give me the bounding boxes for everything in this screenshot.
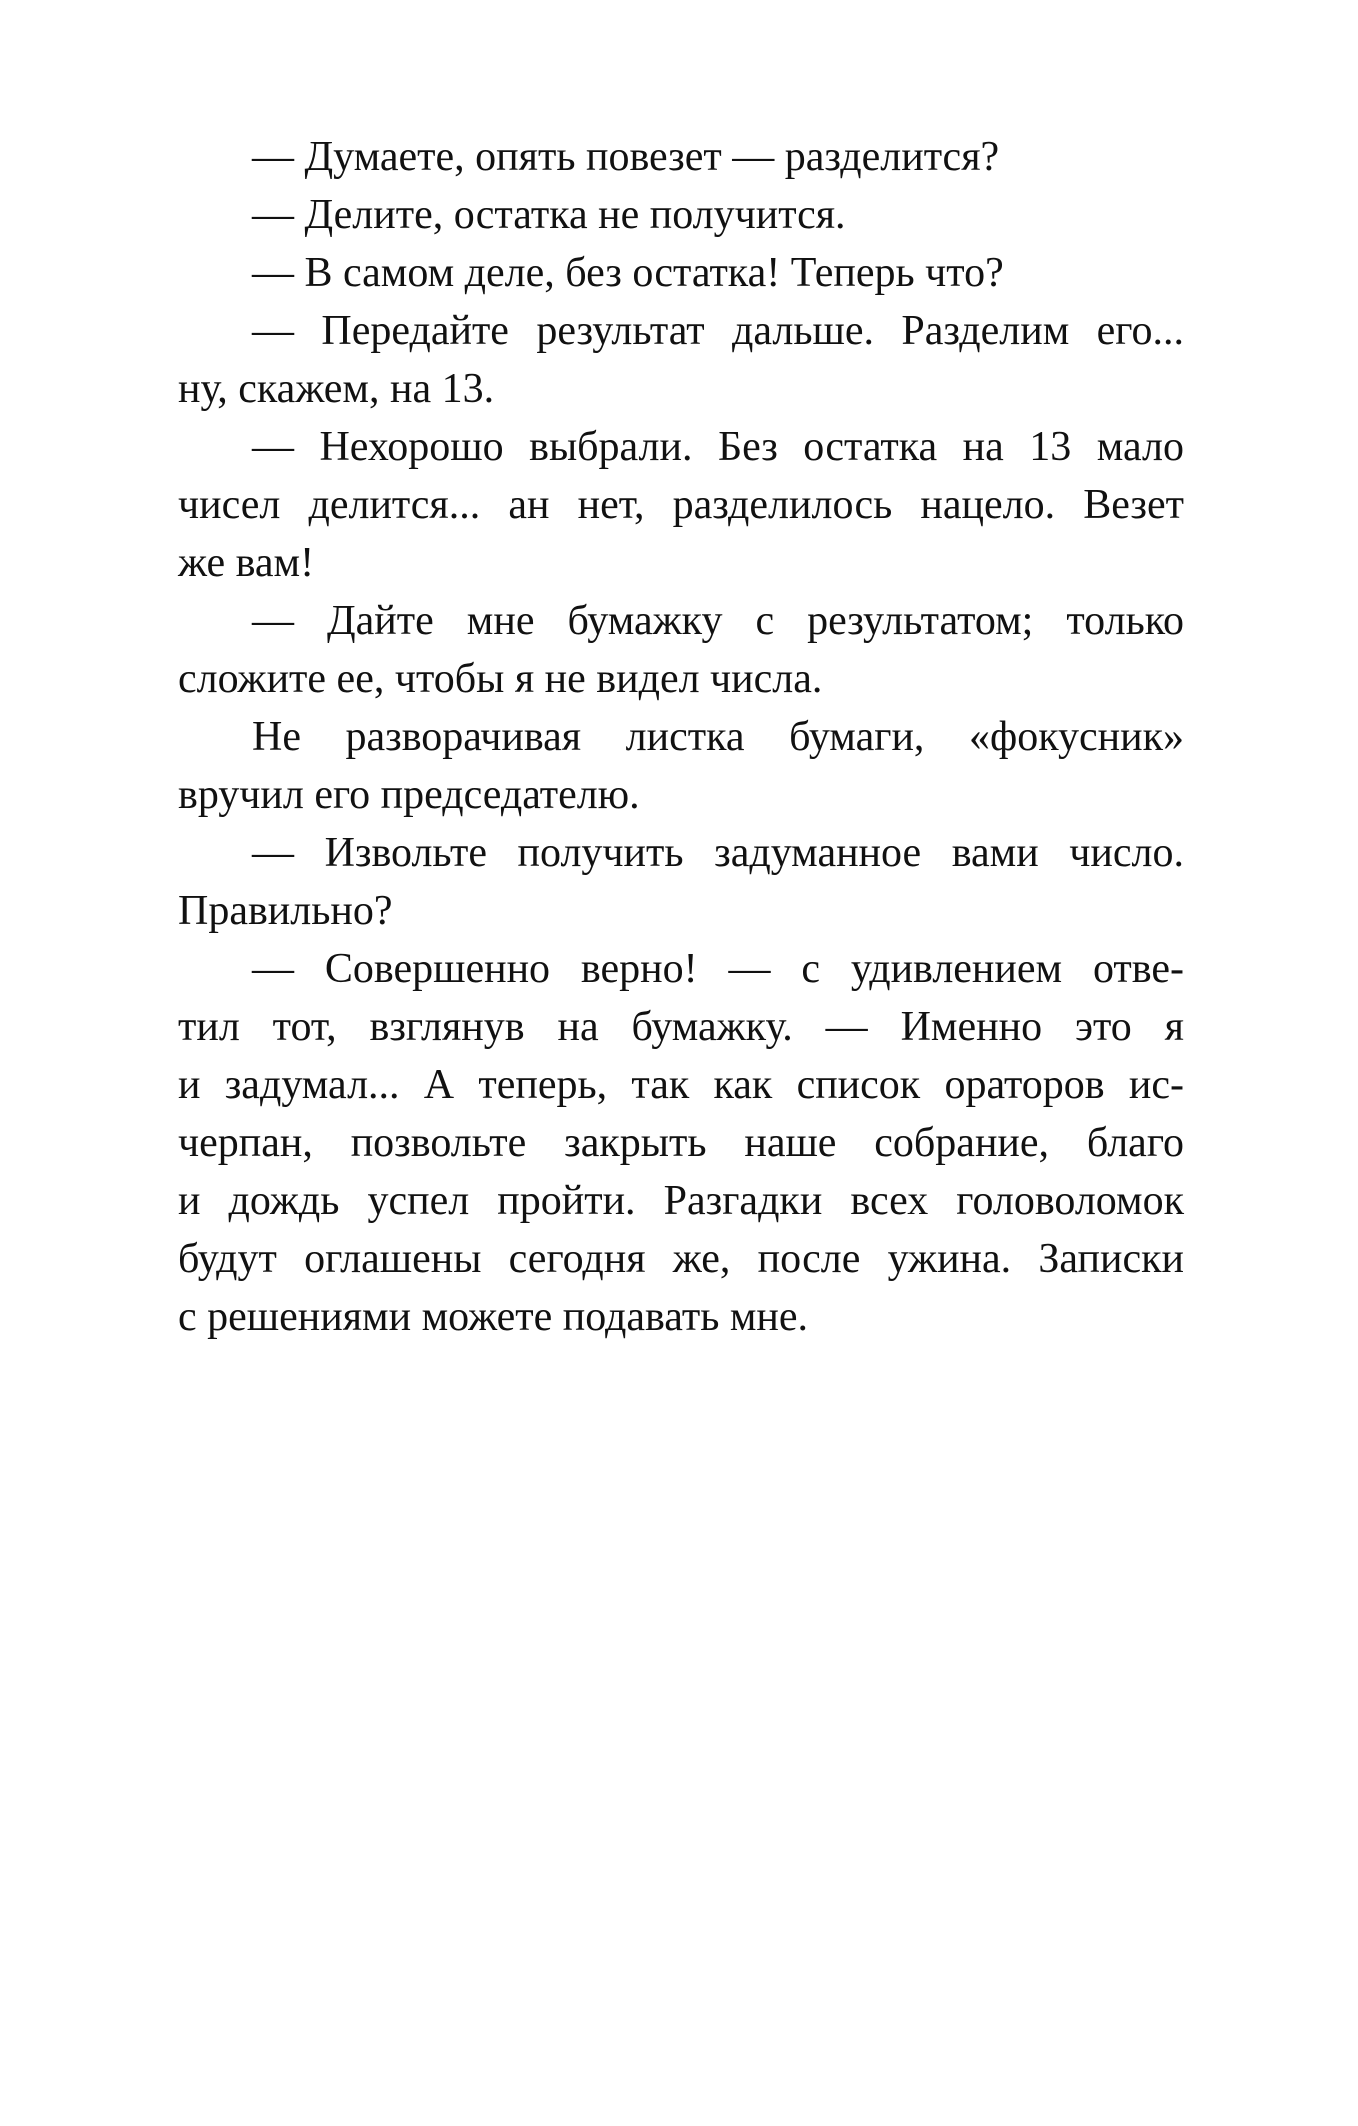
text-line: — Извольте получить задуманное вами число.	[252, 830, 1184, 876]
text-line: сложите ее, чтобы я не видел числа.	[178, 656, 823, 702]
book-page-text	[178, 128, 1184, 1346]
text-line: тил тот, взглянув на бумажку. — Именно это я	[178, 1004, 1184, 1050]
text-line: — Думаете, опять повезет — разделится?	[252, 134, 1000, 180]
text-line: будут оглашены сегодня же, после ужина. Записки	[178, 1236, 1184, 1282]
text-line: вручил его председателю.	[178, 772, 640, 818]
text-line: черпан, позвольте закрыть наше собрание, благо	[178, 1120, 1184, 1166]
text-line: — Делите, остатка не получится.	[252, 192, 846, 238]
text-line: — Дайте мне бумажку с результатом; только	[252, 598, 1184, 644]
text-line: с решениями можете подавать мне.	[178, 1294, 809, 1340]
text-line: — Совершенно верно! — с удивлением отве-	[252, 946, 1184, 992]
text-line: и задумал... А теперь, так как список ораторов ис-	[178, 1062, 1184, 1108]
text-line: Правильно?	[178, 888, 393, 934]
text-line: — В самом деле, без остатка! Теперь что?	[252, 250, 1004, 296]
text-line: — Нехорошо выбрали. Без остатка на 13 мало	[252, 424, 1184, 470]
text-line: и дождь успел пройти. Разгадки всех головоломок	[178, 1178, 1184, 1224]
text-line: — Передайте результат дальше. Разделим его...	[252, 308, 1184, 354]
text-line: Не разворачивая листка бумаги, «фокусник»	[252, 714, 1184, 760]
text-line: же вам!	[178, 540, 315, 586]
text-line: чисел делится... ан нет, разделилось нацело. Везет	[178, 482, 1184, 528]
text-line: ну, скажем, на 13.	[178, 366, 495, 412]
